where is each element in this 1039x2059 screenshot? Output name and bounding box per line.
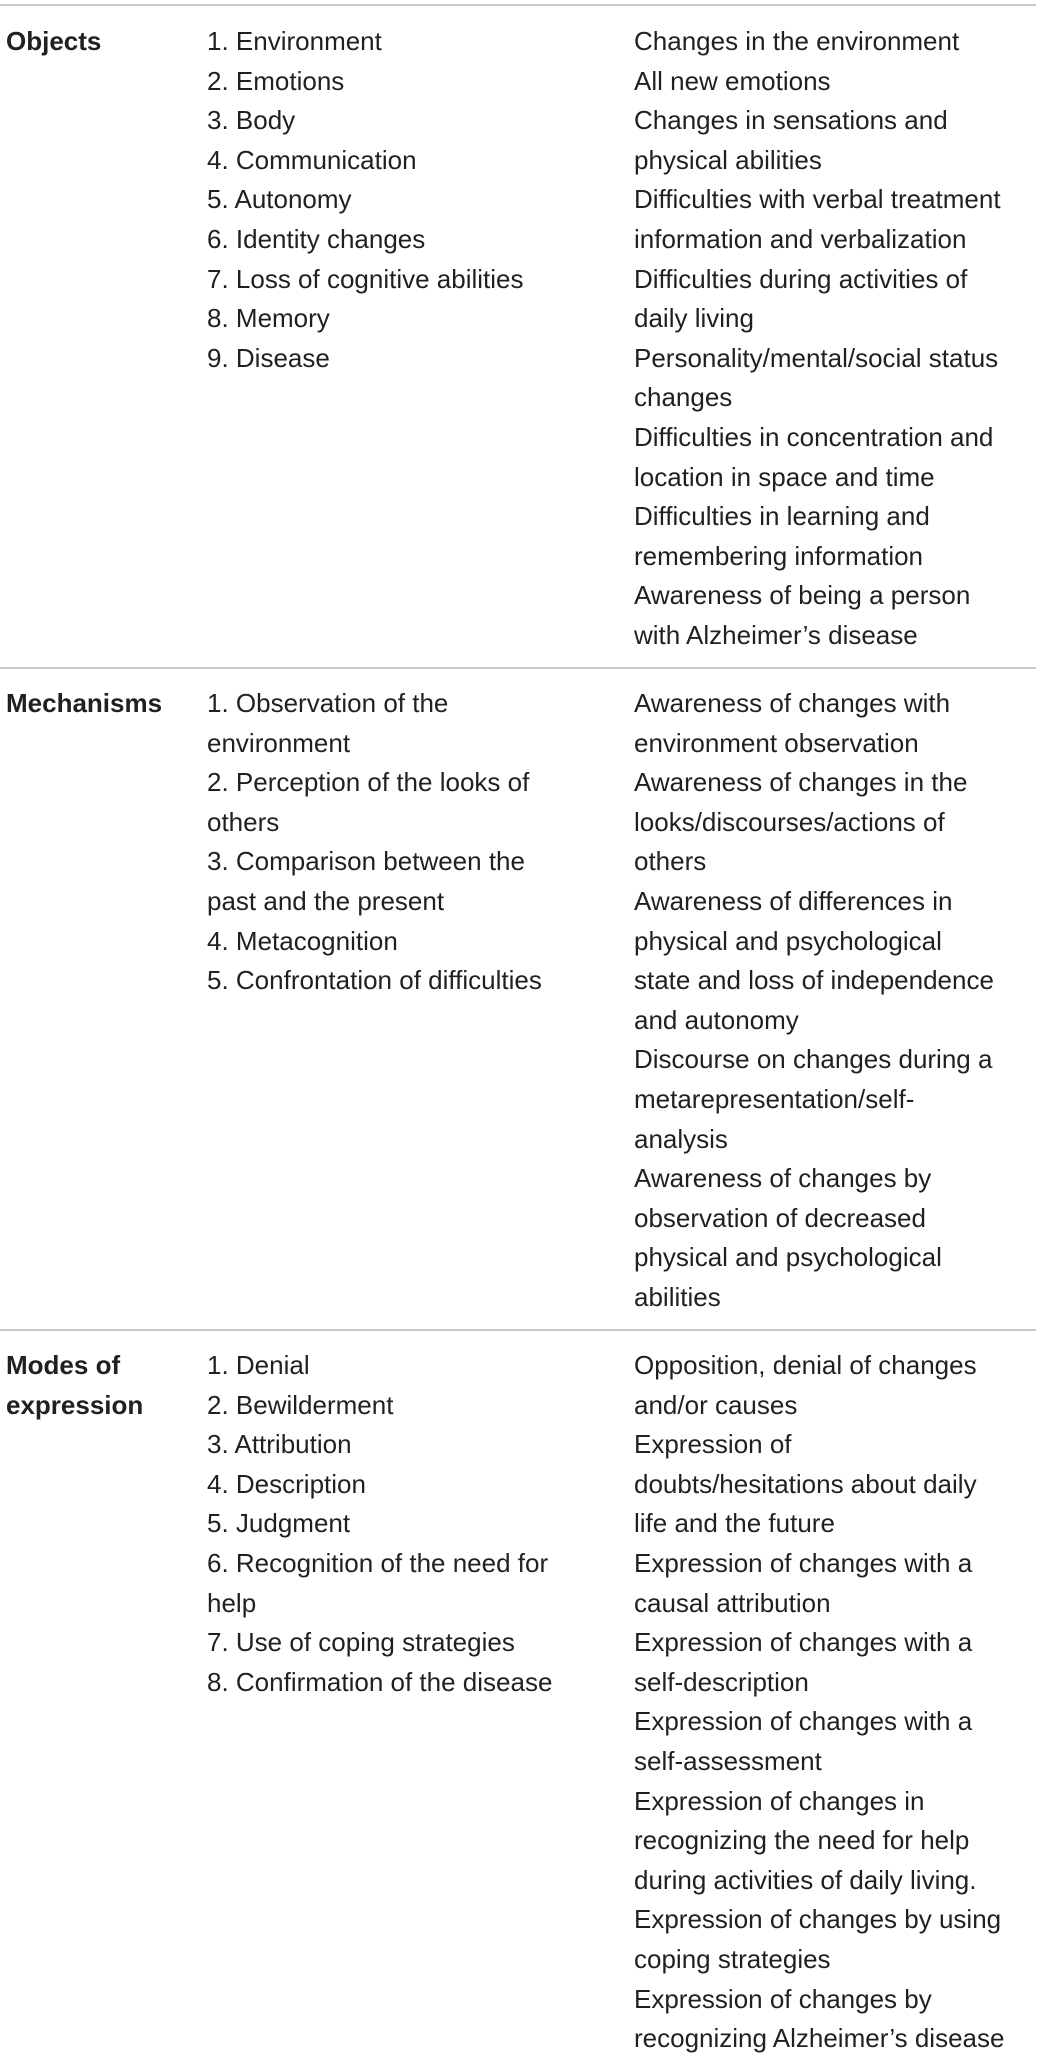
text-line: Expression of changes in (634, 1785, 925, 1816)
category-lines (6, 684, 196, 724)
text-line: help (207, 1587, 257, 1618)
text-line: Changes in the environment (634, 26, 960, 56)
text-line: Awareness of changes in the (634, 767, 968, 798)
text-line: 6. Identity changes (207, 223, 426, 254)
text-line: 1. Environment (207, 26, 382, 56)
text-line: during activities of daily living. (634, 1864, 977, 1895)
text-line: and/or causes (634, 1389, 798, 1420)
row-category (6, 684, 196, 724)
text-line: Difficulties in learning and (634, 501, 930, 532)
text-line: physical and psychological (634, 925, 942, 956)
text-line: 8. Confirmation of the disease (207, 1666, 553, 1697)
text-line: Modes of (6, 1350, 121, 1380)
text-line: Difficulties during activities of (634, 263, 968, 294)
text-line: 7. Use of coping strategies (207, 1627, 515, 1658)
text-line: 4. Communication (207, 144, 417, 175)
row-category (6, 1346, 196, 1425)
text-line: metarepresentation/self- (634, 1083, 915, 1114)
text-line: others (634, 846, 707, 877)
description-lines (634, 22, 1034, 656)
text-line: Expression of changes with a (634, 1547, 973, 1578)
text-line: 4. Metacognition (207, 925, 398, 956)
text-line: with Alzheimer’s disease (634, 619, 918, 650)
text-line: Awareness of being a person (634, 580, 971, 611)
text-line: 5. Confrontation of difficulties (207, 965, 542, 996)
text-line: environment observation (634, 727, 919, 758)
text-line: Expression of changes with a (634, 1706, 973, 1737)
item-lines (207, 684, 592, 1001)
table-rule-top (0, 4, 1036, 6)
text-line: 1. Denial (207, 1350, 310, 1380)
text-line: Expression of changes by using (634, 1904, 1002, 1935)
text-line: All new emotions (634, 65, 831, 96)
text-line: expression (6, 1389, 144, 1420)
text-line: information and verbalization (634, 223, 967, 254)
item-lines (207, 22, 592, 378)
item-lines (207, 1346, 592, 1702)
text-line: past and the present (207, 885, 445, 916)
text-line: 7. Loss of cognitive abilities (207, 263, 524, 294)
text-line: Discourse on changes during a (634, 1044, 993, 1075)
row-descriptions (634, 684, 1034, 1318)
text-line: others (207, 806, 280, 837)
text-line: Awareness of differences in (634, 885, 953, 916)
text-line: analysis (634, 1123, 728, 1154)
text-line: 3. Comparison between the (207, 846, 525, 877)
text-line: 6. Recognition of the need for (207, 1547, 549, 1578)
description-lines (634, 684, 1034, 1318)
text-line: observation of decreased (634, 1202, 926, 1233)
row-descriptions (634, 1346, 1034, 2059)
text-line: recognizing Alzheimer’s disease (634, 2023, 1005, 2054)
text-line: self-assessment (634, 1745, 822, 1776)
text-line: self-description (634, 1666, 809, 1697)
table-rule-1 (0, 667, 1036, 669)
text-line: and autonomy (634, 1004, 799, 1035)
text-line: 3. Attribution (207, 1429, 352, 1460)
text-line: 2. Emotions (207, 65, 345, 96)
text-line: Changes in sensations and (634, 105, 948, 136)
text-line: abilities (634, 1281, 721, 1312)
text-line: 9. Disease (207, 342, 330, 373)
text-line: Objects (6, 26, 102, 56)
text-line: Awareness of changes with (634, 688, 951, 718)
text-line: looks/discourses/actions of (634, 806, 945, 837)
text-line: recognizing the need for help (634, 1825, 970, 1856)
description-lines (634, 1346, 1034, 2059)
text-line: Expression of (634, 1429, 792, 1460)
text-line: 5. Autonomy (207, 184, 352, 215)
text-line: location in space and time (634, 461, 935, 492)
text-line: environment (207, 727, 351, 758)
text-line: causal attribution (634, 1587, 831, 1618)
text-line: Mechanisms (6, 688, 163, 718)
category-lines (6, 1346, 196, 1425)
text-line: doubts/hesitations about daily (634, 1468, 977, 1499)
row-items (207, 22, 592, 378)
text-line: 4. Description (207, 1468, 366, 1499)
text-line: 2. Bewilderment (207, 1389, 394, 1420)
text-line: 1. Observation of the (207, 688, 449, 718)
text-line: Difficulties with verbal treatment (634, 184, 1001, 215)
text-line: changes (634, 382, 733, 413)
row-items (207, 1346, 592, 1702)
text-line: coping strategies (634, 1943, 831, 1974)
table-rule-2 (0, 1329, 1036, 1331)
text-line: Awareness of changes by (634, 1163, 932, 1194)
text-line: physical abilities (634, 144, 822, 175)
text-line: daily living (634, 303, 754, 334)
text-line: Difficulties in concentration and (634, 421, 994, 452)
text-line: 2. Perception of the looks of (207, 767, 530, 798)
text-line: 3. Body (207, 105, 296, 136)
text-line: Personality/mental/social status (634, 342, 999, 373)
text-line: physical and psychological (634, 1242, 942, 1273)
row-category (6, 22, 196, 62)
row-descriptions (634, 22, 1034, 656)
text-line: 5. Judgment (207, 1508, 351, 1539)
text-line: 8. Memory (207, 303, 330, 334)
category-lines (6, 22, 196, 62)
text-line: Expression of changes by (634, 1983, 932, 2014)
text-line: Expression of changes with a (634, 1627, 973, 1658)
text-line: Opposition, denial of changes (634, 1350, 977, 1380)
text-line: life and the future (634, 1508, 835, 1539)
text-line: state and loss of independence (634, 965, 994, 996)
row-items (207, 684, 592, 1001)
text-line: remembering information (634, 540, 924, 571)
